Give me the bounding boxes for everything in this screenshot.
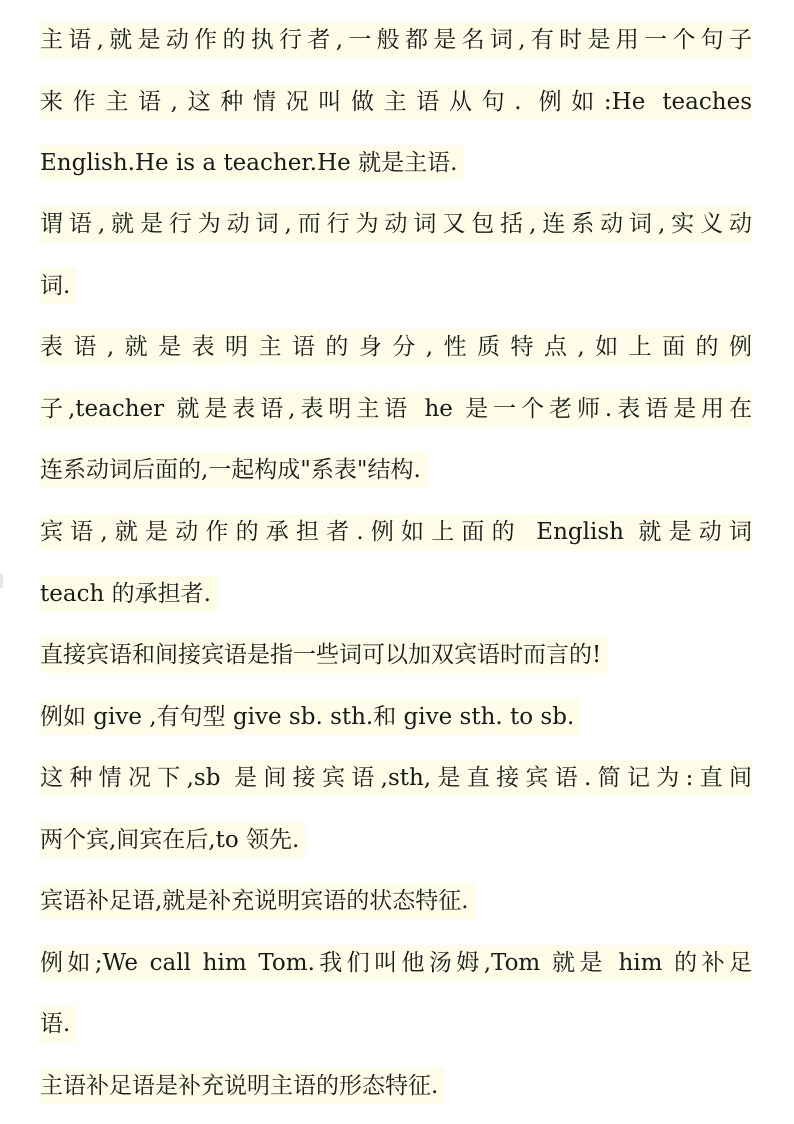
text-line: 主语补足语是补充说明主语的形态特征.: [40, 1068, 444, 1104]
text-line: 词.: [40, 268, 76, 304]
text-line: teach 的承担者.: [40, 576, 217, 612]
text-line: 连系动词后面的,一起构成"系表"结构.: [40, 452, 427, 488]
text-line: 直接宾语和间接宾语是指一些词可以加双宾语时而言的!: [40, 637, 607, 673]
text-line: 例如;We call him Tom.我们叫他汤姆,Tom 就是 him 的补足: [40, 945, 752, 981]
text-line: 语.: [40, 1006, 76, 1042]
text-line: 宾语补足语,就是补充说明宾语的状态特征.: [40, 883, 475, 919]
text-line: 这种情况下,sb 是间接宾语,sth,是直接宾语.简记为:直间: [40, 760, 752, 796]
margin-mark: [0, 574, 3, 588]
text-line: 主语,就是动作的执行者,一般都是名词,有时是用一个句子: [40, 22, 752, 58]
text-line: 两个宾,间宾在后,to 领先.: [40, 822, 305, 858]
text-line: English.He is a teacher.He 就是主语.: [40, 145, 463, 181]
text-line: 表语,就是表明主语的身分,性质特点,如上面的例: [40, 329, 752, 365]
text-line: 谓语,就是行为动词,而行为动词又包括,连系动词,实义动: [40, 206, 752, 242]
text-line: 子,teacher 就是表语,表明主语 he 是一个老师.表语是用在: [40, 391, 752, 427]
text-line: 来作主语,这种情况叫做主语从句. 例如:He teaches: [40, 84, 752, 120]
text-line: 例如 give ,有句型 give sb. sth.和 give sth. to sb.: [40, 699, 580, 735]
text-line: 宾语,就是动作的承担者.例如上面的 English 就是动词: [40, 514, 752, 550]
